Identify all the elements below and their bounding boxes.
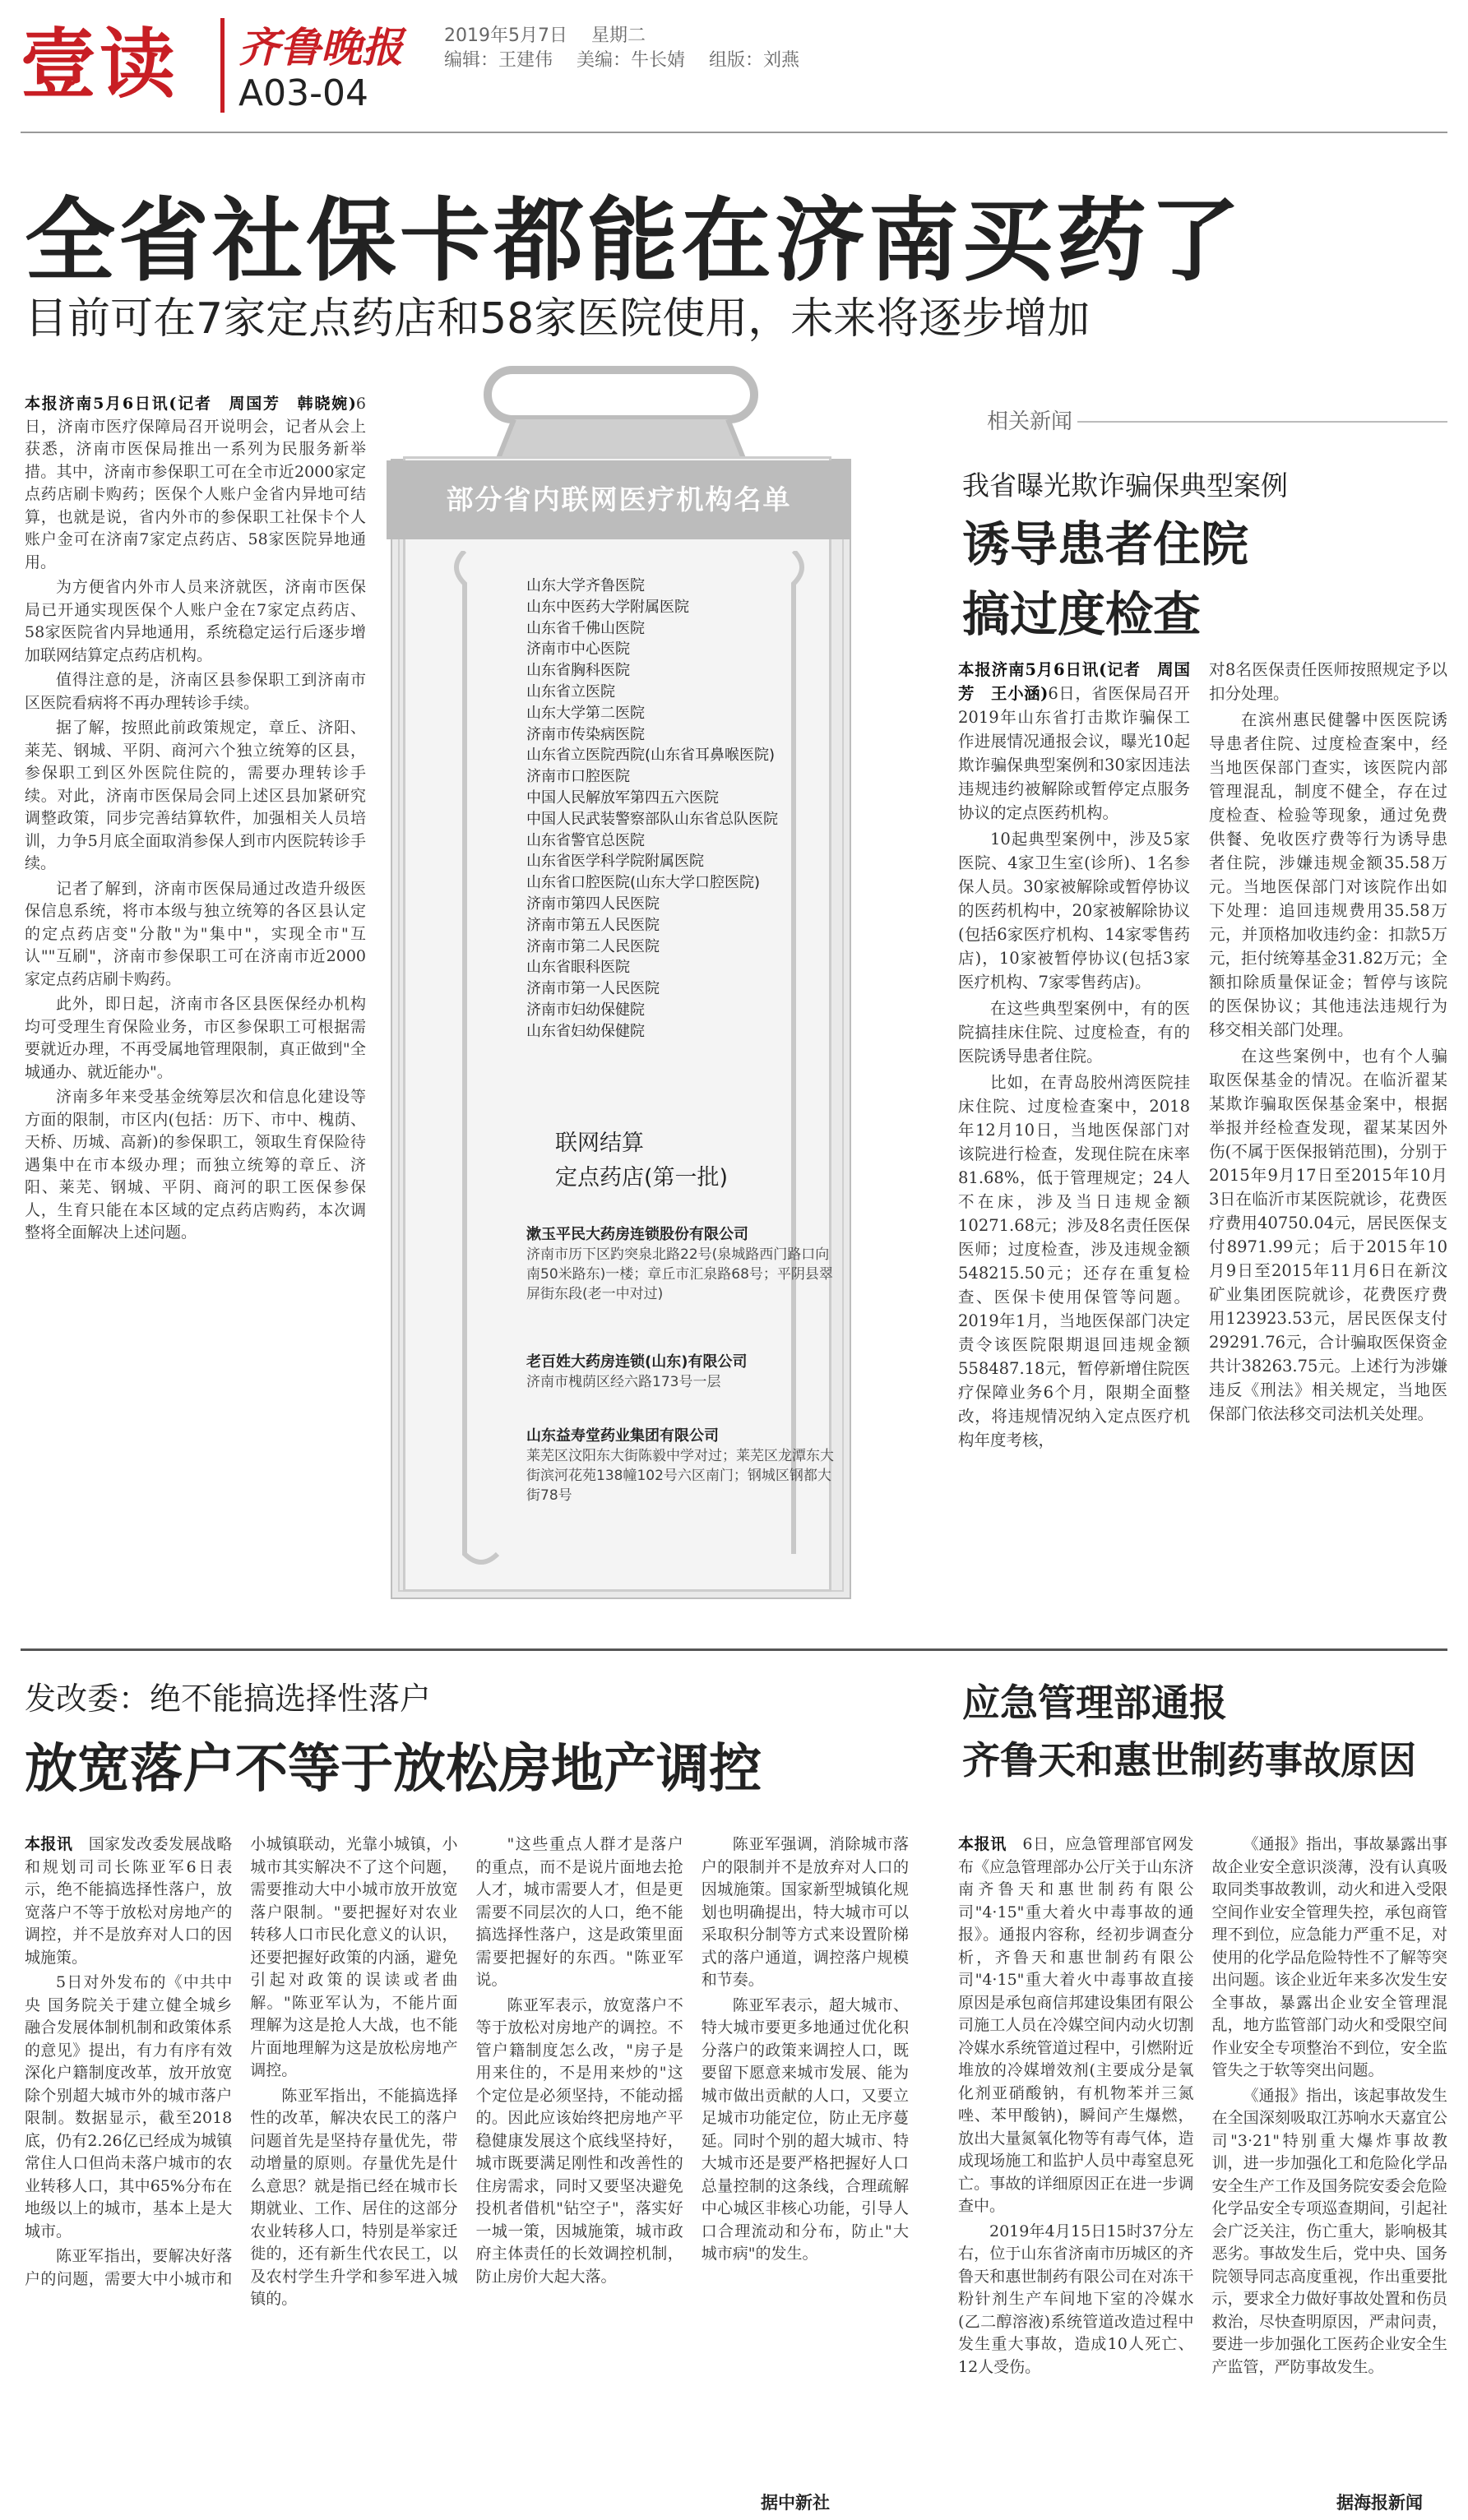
hospital-item: 山东中医药大学附属医院 (526, 598, 689, 616)
hospital-item: 山东省立医院 (526, 682, 615, 701)
main-article (25, 393, 366, 1247)
main-p7: 济南多年来受基金统筹层次和信息化建设等方面的限制，市区内(包括：历下、市中、槐荫、天桥、历城、高新)的参保职工，领取生育保险待遇集中在市本级办理；而独立统筹的章丘、济阳、莱芜、钢城、平阴、商河的职工医保参保人，生育只能在本区域的定点药店购药，本次调整将全面解决上述问题。 (25, 1088, 366, 1242)
hospital-item: 山东省妇幼保健院 (526, 1022, 645, 1040)
housing-credit: 据中新社 (761, 2493, 830, 2513)
housing-p2: 5日对外发布的《中共中央 国务院关于建立健全城乡融合发展体制机制和政策体系的意见》提出，有力有序有效深化户籍制度改革，放开放宽除个别超大城市外的城市落户限制。数据显示，截至2018底，仍有2.26亿已经成为城镇常住人口但尚未落户城市的农业转移人口，其中65%分布在地级以上的城市，基本上是大城市。 (25, 1973, 233, 2240)
paper-logo: 齐鲁晚报 (238, 23, 403, 72)
emergency-kicker: 应急管理部通报 (962, 1681, 1227, 1725)
pharmacy-item (526, 1352, 839, 1392)
hospital-item: 中国人民武装警察部队山东省总队医院 (526, 810, 778, 828)
hospital-item: 山东省立医院西院(山东省耳鼻喉医院) (526, 747, 776, 765)
related-p1: 6日，省医保局召开2019年山东省打击欺诈骗保工作进展情况通报会议，曝光10起欺诈骗保典型案例和30家因违法违规违约被解除或暂停定点服务协议的定点医药机构。 (958, 684, 1190, 822)
related-news-label: 相关新闻 (987, 405, 1077, 435)
related-kicker: 我省曝光欺诈骗保典型案例 (962, 469, 1288, 502)
hospital-item: 济南市中心医院 (526, 640, 630, 659)
header-divider (220, 18, 225, 113)
housing-p5: "这些重点人群才是落户的重点，而不是说片面地去抢人才，城市需要人才，但是更需要不同层次的人口，绝不能搞选择性落户，这是政策里面需要把握好的东西。"陈亚军说。 (475, 1835, 683, 1989)
related-p2: 10起典型案例中，涉及5家医院、4家卫生室(诊所)、1名参保人员。30家被解除或暂停协议的医药机构中，20家被解除协议(包括6家医疗机构、14家零售药店)，10家被暂停协议(包括3家医疗机构、7家零售药店)。 (958, 830, 1190, 992)
main-p6: 此外，即日起，济南市各区县医保经办机构均可受理生育保险业务，市区参保职工可根据需要就近办理，不再受属地管理限制，真正做到"全城通办、就近能办"。 (25, 995, 366, 1081)
pharmacy-name: 漱玉平民大药房连锁股份有限公司 (526, 1226, 748, 1243)
hospital-item: 济南市第四人民医院 (526, 895, 660, 913)
main-p2: 为方便省内外市人员来济就医，济南市医保局已开通实现医保个人账户金在7家定点药店、58家医院省内异地通用，系统稳定运行后逐步增加联网结算定点药店机构。 (25, 578, 366, 664)
related-col1 (958, 658, 1190, 1454)
housing-kicker: 发改委：绝不能搞选择性落户 (25, 1681, 432, 1717)
hospital-item: 山东省眼科医院 (526, 959, 630, 977)
header-staff-line (444, 46, 799, 72)
hospital-item: 济南市妇幼保健院 (526, 1001, 645, 1019)
related-byline: 本报济南5月6日讯(记者 周国芳 王小涵) (958, 660, 1190, 703)
hospital-item: 中国人民解放军第四五六医院 (526, 788, 719, 807)
housing-article (25, 1833, 909, 2491)
hospital-item: 济南市传染病医院 (526, 725, 645, 743)
related-col2 (1209, 658, 1447, 1428)
main-headline: 全省社保卡都能在济南买药了 (25, 188, 1243, 294)
housing-p1: 国家发改委发展战略和规划司司长陈亚军6日表示，绝不能搞选择性落户，放宽落户不等于放松对房地产的调控，并不是放弃对人口的因城施策。 (25, 1835, 233, 1967)
issue-date: 2019年5月7日 (444, 25, 567, 46)
related-news-label-row (987, 405, 1447, 439)
header-date-line (444, 21, 646, 47)
emergency-title: 齐鲁天和惠世制药事故原因 (962, 1738, 1416, 1782)
pharmacy-item (526, 1426, 839, 1505)
pharmacy-heading-line2: 定点药店(第一批) (555, 1165, 729, 1191)
pharmacy-address: 济南市槐荫区经六路173号一层 (526, 1374, 721, 1390)
emergency-credit: 据海报新闻 (1336, 2493, 1423, 2513)
housing-title: 放宽落户不等于放松房地产调控 (25, 1739, 762, 1800)
hospital-item: 山东省医学科学院附属医院 (526, 853, 704, 871)
related-p4: 比如，在青岛胶州湾医院挂床住院、过度检查案中，2018年12月10日，当地医保部门对该院进行检查，发现住院在床率81.68%，低于管理规定；24人不在床，涉及当日违规金额10271.68元；涉及8名责任医保医师；过度检查，涉及违规金额548215.50元；还存在重复检查、医保卡使用保管等问题。2019年1月，当地医保部门决定责令该医院限期退回违规金额558487.18元，暂停新增住院医疗保障业务6个月，限期全面整改，将违规情况纳入定点医疗机构年度考核， (958, 1073, 1190, 1450)
pharmacy-address: 济南市历下区趵突泉北路22号(泉城路西门路口向南50米路东)一楼；章丘市汇泉路68号；平阴县翠屏街东段(老一中对过) (526, 1246, 833, 1302)
page-number: A03-04 (238, 72, 368, 114)
emergency-p3: 《通报》指出，事故暴露出事故企业安全意识淡薄，没有认真吸取同类事故教训，动火和进入受限空间作业安全管理失控，承包商管理不到位，应急能力严重不足，对使用的化学品危险特性不了解等突出问题。该企业近年来多次发生安全事故，暴露出企业安全管理混乱，地方监管部门动火和受限空间作业安全专项整治不到位，安全监管失之于软等突出问题。 (1211, 1835, 1447, 2079)
related-p6: 在滨州惠民健馨中医医院诱导患者住院、过度检查案中，经当地医保部门查实，该医院内部管理混乱，制度不健全，存在过度检查、检验等现象，通过免费供餐、免收医疗费等行为诱导患者住院，涉嫌违规金额35.58万元。当地医保部门对该院作出如下处理：追回违规费用35.58万元，并顶格加收违约金：扣款5万元，拒付统筹基金31.82万元；全额扣除质量保证金；暂停与该院的医保协议；其他违法违规行为移交相关部门处理。 (1209, 710, 1447, 1039)
issue-weekday: 星期二 (590, 25, 646, 46)
housing-p4: 陈亚军指出，不能搞选择性的改革，解决农民工的落户问题首先是坚持存量优先，带动增量的原则。存量优先是什么意思？就是指已经在城市长期就业、工作、居住的这部分农业转移人口，特别是举家迁徙的，还有新生代农民工，以及农村学生升学和参军进入城镇的。 (250, 2086, 458, 2308)
emergency-p2: 2019年4月15日15时37分左右，位于山东省济南市历城区的齐鲁天和惠世制药有限公司在对冻干粉针剂生产车间地下室的冷媒水(乙二醇溶液)系统管道改造过程中发生重大事故，造成10人死亡、12人受伤。 (958, 2222, 1194, 2376)
related-p3: 在这些典型案例中，有的医院搞挂床住院、过度检查，有的医院诱导患者住院。 (958, 999, 1190, 1066)
emergency-byline: 本报讯 (958, 1835, 1007, 1853)
main-byline: 本报济南5月6日讯(记者 周国芳 韩晓婉) (25, 395, 356, 413)
list-title: 部分省内联网医疗机构名单 (387, 460, 851, 539)
editor-credit: 编辑：王建伟 (444, 50, 553, 71)
section-brand: 壹读 (21, 21, 179, 109)
hospital-item: 济南市口腔医院 (526, 768, 630, 786)
proof-credit: 组版：刘燕 (709, 50, 800, 71)
pharmacy-name: 老百姓大药房连锁(山东)有限公司 (526, 1353, 748, 1371)
hospital-item: 山东省胸科医院 (526, 662, 630, 680)
main-p5: 记者了解到，济南市医保局通过改造升级医保信息系统，将市本级与独立统筹的各区县认定的定点药店变"分散"为"集中"，实现全市"互认""互刷"，济南市参保职工可在济南市近2000家定点药店刷卡购药。 (25, 879, 366, 988)
pharmacy-item (526, 1225, 839, 1304)
emergency-p4: 《通报》指出，该起事故发生在全国深刻吸取江苏响水天嘉宜公司"3·21"特别重大爆炸事故教训，进一步加强化工和危险化学品安全生产工作及国务院安委会危险化学品安全专项巡查期间，引起社会广泛关注，伤亡重大，影响极其恶劣。事故发生后，党中央、国务院领导同志高度重视，作出重要批示，要求全力做好事故处置和伤员救治，尽快查明原因，严肃问责，要进一步加强化工医药企业安全生产监管，严防事故发生。 (1211, 2086, 1447, 2376)
hospital-item: 济南市第五人民医院 (526, 916, 660, 934)
hospital-list (526, 576, 778, 1043)
pharmacy-name: 山东益寿堂药业集团有限公司 (526, 1427, 719, 1445)
hospital-item: 山东省警官总医院 (526, 831, 645, 849)
section-rule (21, 1648, 1447, 1651)
main-subheadline: 目前可在7家定点药店和58家医院使用，未来将逐步增加 (25, 294, 1091, 344)
related-title-line2: 搞过度检查 (962, 586, 1202, 642)
housing-p3: 陈亚军指出，要解决好落户的问题，需要大中小城市和小城镇联动，光靠小城镇，小城市其实解决不了这个问题，需要推动大中小城市放开放宽落户限制。"要把握好对农业转移人口市民化意义的认识，还要把握好政策的内涵，避免引起对政策的误读或者曲解。"陈亚军认为，不能片面理解为这是抢人大战，也不能片面地理解为这是放松房地产调控。 (25, 1835, 458, 2288)
housing-p6: 陈亚军表示，放宽落户不等于放松对房地产的调控。不管户籍制度怎么改，"房子是用来住的，不是用来炒的"这个定位是必须坚持，不能动摇的。因此应该始终把房地产平稳健康发展这个底线坚持好，城市既要满足刚性和改善性的住房需求，同时又要坚决避免投机者借机"钻空子"，落实好一城一策，因城施策，城市政府主体责任的长效调控机制，防止房价大起大落。 (475, 1995, 683, 2286)
art-credit: 美编：牛长婧 (577, 50, 686, 71)
pharmacy-heading (555, 1126, 728, 1195)
related-title-line1: 诱导患者住院 (962, 516, 1249, 572)
emergency-p1: 6日，应急管理部官网发布《应急管理部办公厅关于山东济南齐鲁天和惠世制药有限公司"4·15"重大着火中毒事故的通报》。通报内容称，经初步调查分析，齐鲁天和惠世制药有限公司"4·15"重大着火中毒事故直接原因是承包商信邦建设集团有限公司施工人员在冷媒空间内动火切割冷媒水系统管道过程中，引燃附近堆放的冷媒增效剂(主要成分是氧化剂亚硝酸钠，有机物苯并三氮唑、苯甲酸钠)，瞬间产生爆燃，放出大量氮氧化物等有毒气体，造成现场施工和监护人员中毒窒息死亡。事故的详细原因正在进一步调查中。 (958, 1835, 1194, 2215)
main-p1: 6日，济南市医疗保障局召开说明会，记者从会上获悉，济南市医保局推出一系列为民服务新举措。其中，济南市参保职工可在全市近2000家定点药店刷卡购药；医保个人账户金省内异地可结算，也就是说，省内外市的参保职工社保卡个人账户金可在济南7家定点药店、58家医院异地通用。 (25, 395, 366, 571)
related-p7: 在这些案例中，也有个人骗取医保基金的情况。在临沂翟某某欺诈骗取医保基金案中，根据举报并经检查发现，翟某某因外伤(不属于医保报销范围)，分别于2015年9月17日至2015年10月3日在临沂市某医院就诊，花费医疗费用40750.04元，居民医保支付8971.99元；后于2015年10月9日至2015年11月6日在新汶矿业集团医院就诊，花费医疗费用123923.53元，居民医保支付29291.76元，合计骗取医保资金共计38263.75元。上述行为涉嫌违反《刑法》相关规定，当地医保部门依法移交司法机关处理。 (1209, 1047, 1447, 1423)
header-rule (21, 132, 1447, 133)
hospital-item: 山东大学齐鲁医院 (526, 577, 645, 594)
related-p5: 对8名医保责任医师按照规定予以扣分处理。 (1209, 660, 1447, 703)
pharmacy-heading-line1: 联网结算 (555, 1131, 644, 1156)
hospital-item: 济南市第一人民医院 (526, 980, 660, 998)
pharmacy-address: 莱芜区汶阳东大街陈毅中学对过；莱芜区龙潭东大街滨河花苑138幢102号六区南门；钢城区钢都大街78号 (526, 1448, 834, 1504)
emergency-article (958, 1833, 1447, 2491)
main-p4: 据了解，按照此前政策规定，章丘、济阳、莱芜、钢城、平阴、商河六个独立统筹的区县，参保职工到区外医院住院的，需要办理转诊手续。对此，济南市医保局会同上述区县加紧研究调整政策，同步完善结算软件，加强相关人员培训，力争5月底全面取消参保人到市内医院转诊手续。 (25, 719, 366, 872)
hospital-item: 济南市第二人民医院 (526, 937, 660, 955)
housing-p8: 陈亚军表示，超大城市、特大城市要更多地通过优化积分落户的政策来调控人口，既要留下愿意来城市发展、能为城市做出贡献的人口，又要立足城市功能定位，防止无序蔓延。同时个别的超大城市、特大城市还是要严格把握好人口总量控制的这条线，合理疏解中心城区非核心功能，引导人口合理流动和分布，防止"大城市病"的发生。 (701, 1995, 909, 2263)
housing-p7: 陈亚军强调，消除城市落户的限制并不是放弃对人口的因城施策。国家新型城镇化规划也明确提出，特大城市可以采取积分制等方式来设置阶梯式的落户通道，调控落户规模和节奏。 (701, 1835, 909, 1989)
hospital-item: 山东省口腔医院(山东大学口腔医院) (526, 874, 761, 892)
hospital-item: 山东省千佛山医院 (526, 619, 645, 637)
main-p3: 值得注意的是，济南区县参保职工到济南市区医院看病将不再办理转诊手续。 (25, 671, 366, 712)
hospital-item: 山东大学第二医院 (526, 704, 645, 722)
housing-byline: 本报讯 (25, 1835, 73, 1853)
